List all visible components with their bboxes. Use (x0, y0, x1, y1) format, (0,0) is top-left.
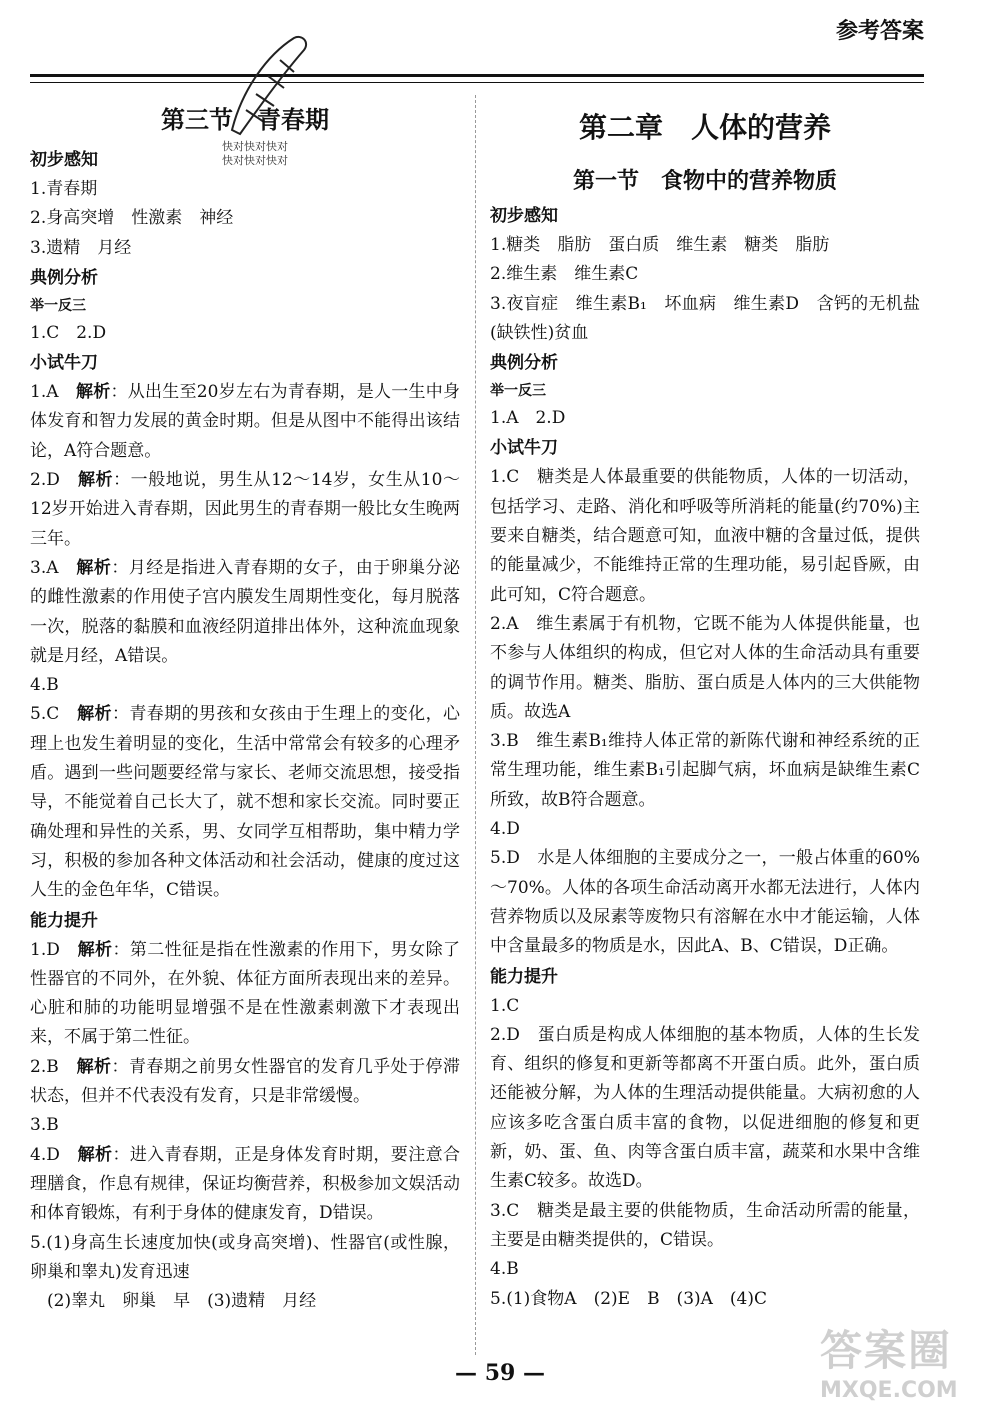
answer-item: 3.C 糖类是最主要的供能物质，生命活动所需的能量，主要是由糖类提供的，C错误。 (490, 1200, 920, 1250)
answer-item (30, 936, 460, 1053)
header-rule (30, 74, 924, 83)
answer-item (30, 1111, 460, 1140)
right-section-title: 第一节 食物中的营养物质 (572, 169, 837, 194)
answer-item: 4.D (490, 819, 520, 840)
answer-item: 1.C (490, 995, 520, 1016)
left-subheading: 举一反三 (30, 297, 86, 314)
left-section-title: 第三节 青春期 (161, 106, 329, 134)
analysis-keyword: 解析 (77, 704, 112, 725)
right-column (490, 100, 937, 1314)
answer-number: 1.D (30, 939, 78, 960)
left-examples-line: 1.C 2.D (30, 322, 107, 343)
answer-text: ：青春期之前男女性器官的发育几乎处于停滞状态，但并不代表没有发育，只是非常缓慢。 (30, 1056, 461, 1107)
answer-number: 2.B (30, 1056, 77, 1077)
answer-item (30, 1053, 460, 1112)
answer-item: 5.(1)身高生长速度加快(或身高突增)、性器官(或性腺，卵巢和睾丸)发育迅速 (30, 1232, 460, 1282)
left-heading-preliminary: 初步感知 (30, 150, 98, 170)
left-prelim-line: 2.身高突增 性激素 神经 (30, 208, 234, 229)
answer-text: ：月经是指进入青春期的女子，由于卵巢分泌的雌性激素的作用使子宫内膜发生周期性变化，每月脱落一次，脱落的黏膜和血液经阴道排出体外，这种流血现象就是月经，A错误。 (30, 557, 461, 666)
answer-item (30, 671, 460, 700)
analysis-keyword: 解析 (76, 382, 111, 403)
left-prelim-line: 3.遗精 月经 (30, 237, 132, 258)
answer-text: ：从出生至20岁左右为青春期，是人一生中身体发育和智力发展的黄金时期。但是从图中不能得出该结论，A符合题意。 (30, 382, 461, 461)
analysis-keyword: 解析 (77, 470, 114, 491)
right-prelim-line: 1.糖类 脂肪 蛋白质 维生素 糖类 脂肪 (490, 235, 830, 255)
right-heading-preliminary: 初步感知 (490, 206, 558, 226)
answer-number: 2.D (30, 470, 78, 491)
left-heading-ability: 能力提升 (30, 910, 98, 931)
answer-number: 4.B (30, 675, 59, 696)
right-heading-practice: 小试牛刀 (490, 438, 558, 459)
answer-item: 3.B 维生素B₁维持人体正常的新陈代谢和神经系统的正常生理功能，维生素B₁引起脚气病，坏血病是缺维生素C所致，故B符合题意。 (490, 731, 920, 810)
watermark-url: MXQE.COM (820, 1378, 958, 1403)
left-column (30, 100, 460, 1316)
answer-text: ：一般地说，男生从12～14岁，女生从10～12岁开始进入青春期，因此男生的青春期一般比女生晚两三年。 (30, 470, 460, 549)
answer-item: 5.D 水是人体细胞的主要成分之一，一般占体重的60%～70%。人体的各项生命活动离开水都无法进行，人体内营养物质以及尿素等废物只有溶解在水中才能运输，人体中含量最多的物质是水，因此A、B、C错误，D正确。 (490, 848, 920, 957)
answer-item: (2)睾丸 卵巢 早 (3)遗精 月经 (30, 1291, 317, 1312)
header-label: 参考答案 (835, 19, 924, 44)
right-examples-line: 1.A 2.D (490, 408, 566, 429)
answer-number: 4.D (30, 1144, 78, 1165)
answer-number: 3.B (30, 1115, 59, 1136)
answer-text: ：青春期的男孩和女孩由于生理上的变化，心理上也发生着明显的变化，生活中常常会有较多的心理矛盾。遇到一些问题要经常与家长、老师交流思想，接受指导，不能觉着自己长大了，就不想和家长交流。同时要正确处理和异性的关系，男、女同学互相帮助，集中精力学习，积极的参加各种文体活动和社会活动，健康的度过这人生的金色年华，C错误。 (30, 704, 461, 901)
answer-item: 4.B (490, 1259, 519, 1280)
watermark-text: 答案圈 (820, 1326, 953, 1375)
answer-text: ：进入青春期，正是身体发育时期，要注意合理膳食，作息有规律，保证均衡营养，积极参加文娱活动和体育锻炼，有利于身体的健康发育，D错误。 (30, 1144, 461, 1224)
chapter-title: 第二章 人体的营养 (578, 111, 831, 144)
answer-item (30, 700, 460, 905)
right-heading-ability: 能力提升 (490, 966, 558, 987)
answer-item (30, 466, 460, 554)
answer-item: 2.D 蛋白质是构成人体细胞的基本物质，人体的生长发育、组织的修复和更新等都离不开蛋白质。此外，蛋白质还能被分解，为人体的生理活动提供能量。大病初愈的人应该多吃含蛋白质丰富的食物，以促进细胞的修复和更新，奶、蛋、鱼、肉等含蛋白质丰富，蔬菜和水果中含维生素C较多。故选D。 (490, 1024, 920, 1192)
answer-item: 1.C 糖类是人体最重要的供能物质，人体的一切活动，包括学习、走路、消化和呼吸等所消耗的能量(约70%)主要来自糖类，结合题意可知，血液中糖的含量过低，提供的能量减少，不能维持正常的生理功能，易引起昏厥，由此可知，C符合题意。 (490, 467, 920, 605)
analysis-keyword: 解析 (77, 1144, 113, 1165)
decoration-line-1: 快对快对快对 (222, 140, 288, 153)
answer-item: 5.(1)食物A (2)E B (3)A (4)C (490, 1288, 768, 1309)
left-prelim-line: 1.青春期 (30, 179, 98, 199)
answer-number: 5.C (30, 704, 78, 725)
right-subheading: 举一反三 (490, 383, 546, 400)
decoration-line-2: 快对快对快对 (222, 154, 288, 167)
answer-item: 2.A 维生素属于有机物，它既不能为人体提供能量，也不参与人体组织的构成，但它对人体的生命活动具有重要的调节作用。糖类、脂肪、蛋白质是人体内的三大供能物质。故选A (490, 613, 920, 722)
analysis-keyword: 解析 (77, 939, 113, 960)
answer-item (30, 1141, 460, 1229)
answer-text: ：第二性征是指在性激素的作用下，男女除了性器官的不同外，在外貌、体征方面所表现出来的差异。心脏和肺的功能明显增强不是在性激素刺激下才表现出来，不属于第二性征。 (30, 939, 461, 1048)
answer-number: 1.A (30, 382, 77, 403)
left-heading-practice: 小试牛刀 (30, 353, 98, 374)
right-prelim-line: 2.维生素 维生素C (490, 264, 639, 285)
right-prelim-line: 3.夜盲症 维生素B₁ 坏血病 维生素D 含钙的无机盐 (缺铁性)贫血 (490, 293, 937, 343)
right-heading-examples: 典例分析 (490, 353, 558, 374)
column-divider (475, 95, 476, 1355)
answer-item (30, 554, 460, 671)
watermark-logo (820, 1318, 980, 1408)
analysis-keyword: 解析 (76, 1056, 112, 1077)
left-heading-examples: 典例分析 (30, 267, 98, 288)
answer-item (30, 378, 460, 466)
answer-number: 3.A (30, 557, 77, 578)
analysis-keyword: 解析 (76, 557, 112, 578)
page-number: — 59 — (455, 1360, 545, 1386)
